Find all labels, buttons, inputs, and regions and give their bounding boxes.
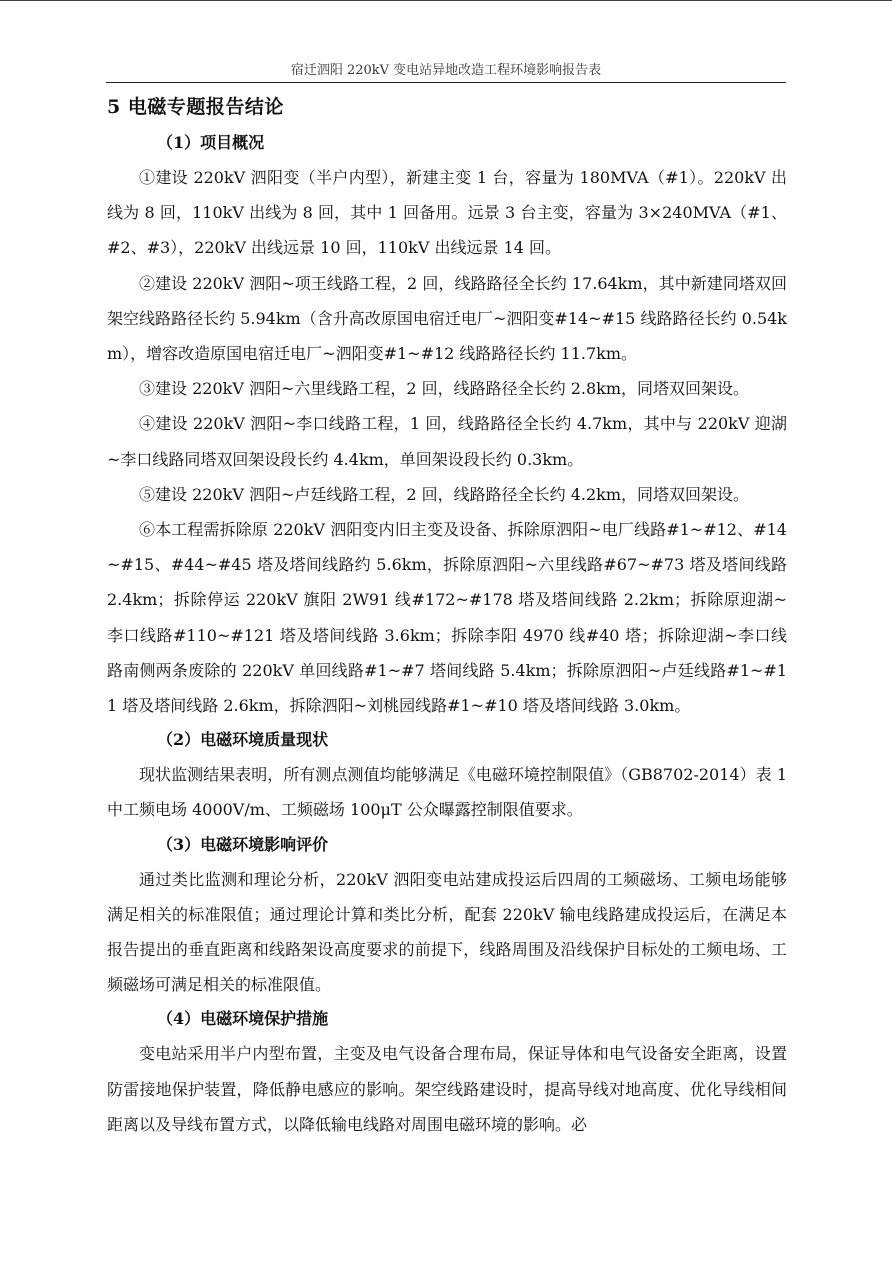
section-heading: （2）电磁环境质量现状 xyxy=(157,730,329,750)
section-heading: （1）项目概况 xyxy=(157,133,265,152)
paragraph: ④建设 220kV 泗阳~李口线路工程，1 回，线路路径全长约 4.7km，其中与 220kV 迎湖~李口线路同塔双回架设段长约 4.4km，单回架设段长约 0.3km。 xyxy=(107,414,787,469)
section-heading: （4）电磁环境保护措施 xyxy=(157,1009,329,1029)
section-em-protection-measures xyxy=(107,1006,787,1142)
page-top-border xyxy=(0,0,892,1)
running-header: 宿迁泗阳 220kV 变电站异地改造工程环境影响报告表 xyxy=(290,63,602,78)
paragraph: 变电站采用半户内型布置，主变及电气设备合理布局，保证导体和电气设备安全距离，设置防雷接地保护装置，降低静电感应的影响。架空线路建设时，提高导线对地高度、优化导线相间距离以及导线布置方式，以降低输电线路对周围电磁环境的影响。必 xyxy=(107,1044,787,1134)
paragraph: ②建设 220kV 泗阳~项王线路工程，2 回，线路路径全长约 17.64km，其中新建同塔双回架空线路路径长约 5.94km（含升高改原国电宿迁电厂~泗阳变#14~#15 线路路径长约 0.54km），增容改造原国电宿迁电厂~泗阳变#1~#12 线路路径长约 11.7km。 xyxy=(107,273,787,364)
paragraph: 通过类比监测和理论分析，220kV 泗阳变电站建成投运后四周的工频磁场、工频电场能够满足相关的标准限值；通过理论计算和类比分析，配套 220kV 输电线路建成投运后，在满足本报告提出的垂直距离和线路架设高度要求的前提下，线路周围及沿线保护目标处的工频电场、工频磁场可满足相关的标准限值。 xyxy=(107,869,787,995)
chapter-title: 5 电磁专题报告结论 xyxy=(107,96,284,118)
section-em-impact-assessment xyxy=(107,832,787,1003)
section-heading: （3）电磁环境影响评价 xyxy=(157,834,329,854)
paragraph: ③建设 220kV 泗阳~六里线路工程，2 回，线路路径全长约 2.8km，同塔双回架设。 xyxy=(139,379,750,399)
paragraph: ⑥本工程需拆除原 220kV 泗阳变内旧主变及设备、拆除原泗阳~电厂线路#1~#12、#14~#15、#44~#45 塔及塔间线路约 5.6km，拆除原泗阳~六里线路#67~#73 塔及塔间线路 2.4km；拆除停运 220kV 旗阳 2W91 线#172~#178 塔及塔间线路 2.2km；拆除原迎湖~李口线路#110~#121 塔及塔间线路 3.6km；拆除李阳 4970 线#40 塔；拆除迎湖~李口线路南侧两条废除的 220kV 单回线路#1~#7 塔间线路 5.4km；拆除原泗阳~卢廷线路#1~#11 塔及塔间线路 2.6km，拆除泗阳~刘桃园线路#1~#10 塔及塔间线路 3.0km。 xyxy=(107,520,787,716)
paragraph: ⑤建设 220kV 泗阳~卢廷线路工程，2 回，线路路径全长约 4.2km，同塔双回架设。 xyxy=(139,484,750,504)
section-project-overview xyxy=(107,130,787,723)
paragraph: 现状监测结果表明，所有测点测值均能够满足《电磁环境控制限值》（GB8702-2014）表 1 中工频电场 4000V/m、工频磁场 100μT 公众曝露控制限值要求。 xyxy=(107,765,787,820)
header-rule xyxy=(106,82,786,83)
paragraph: ①建设 220kV 泗阳变（半户内型），新建主变 1 台，容量为 180MVA（#1）。220kV 出线为 8 回，110kV 出线为 8 回，其中 1 回备用。远景 3 台主变，容量为 3×240MVA（#1、#2、#3），220kV 出线远景 10 回，110kV 出线远景 14 回。 xyxy=(107,168,787,258)
document-body xyxy=(107,92,787,1142)
section-em-quality-status xyxy=(107,727,787,827)
